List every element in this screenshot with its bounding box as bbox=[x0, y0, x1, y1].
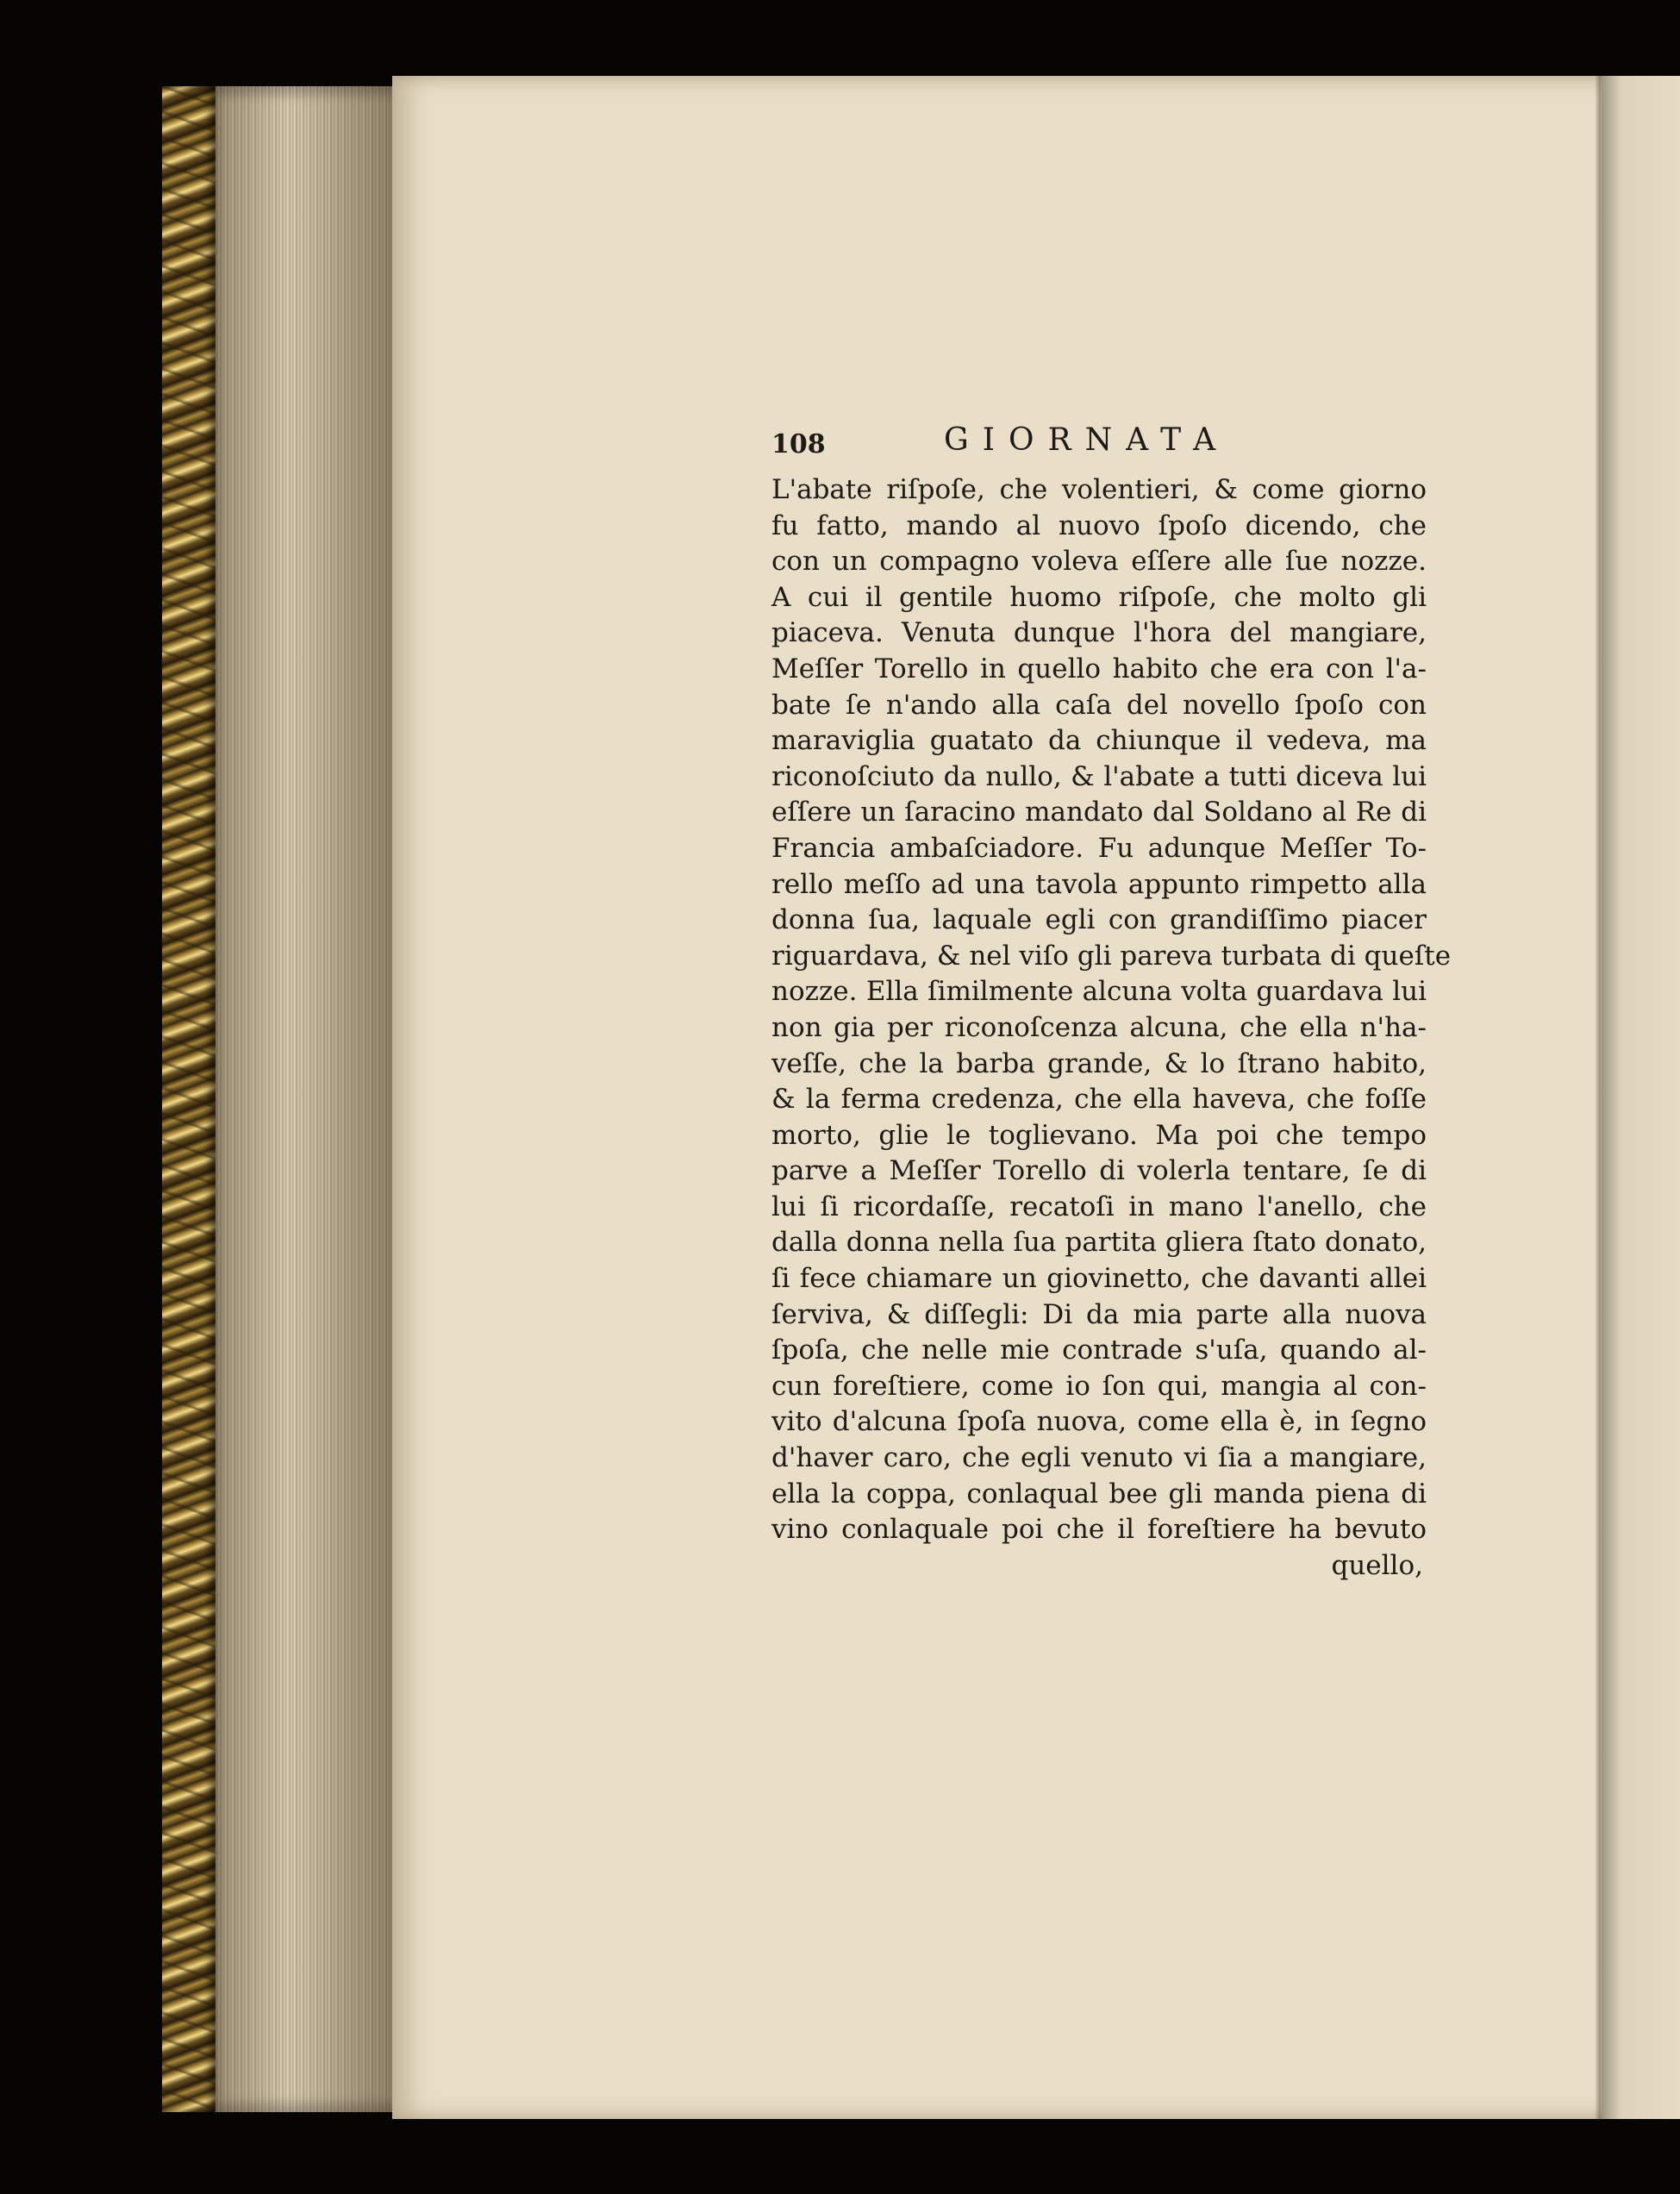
text-line: Meſſer Torello in quello habito che era con l'a- bbox=[771, 653, 1427, 684]
text-line: nozze. Ella ſimilmente alcuna volta guardava lui bbox=[771, 976, 1427, 1008]
page-number: 108 bbox=[771, 429, 826, 459]
text-line: & la ferma credenza, che ella haveva, che foſſe bbox=[771, 1084, 1427, 1116]
text-line: con un compagno voleva eſſere alle ſue nozze. bbox=[771, 546, 1427, 578]
text-line: dalla donna nella ſua partita gliera ſtato donato, bbox=[771, 1227, 1427, 1259]
text-line: lui ſi ricordaſſe, recatoſi in mano l'anello, che bbox=[771, 1191, 1427, 1222]
body-text bbox=[771, 472, 1452, 1548]
text-line: non gia per riconoſcenza alcuna, che ella n'ha- bbox=[771, 1011, 1427, 1043]
stacked-page-edges bbox=[215, 86, 397, 2112]
text-line: piaceva. Venuta dunque l'hora del mangiare, bbox=[771, 617, 1427, 649]
text-line: maraviglia guatato da chiunque il vedeva, ma bbox=[771, 725, 1427, 757]
text-line: vino conlaquale poi che il foreſtiere ha bevuto bbox=[771, 1514, 1427, 1546]
text-line: Francia ambaſciadore. Fu adunque Meſſer To- bbox=[771, 832, 1427, 864]
text-line: A cui il gentile huomo riſpoſe, che molto gli bbox=[771, 581, 1427, 613]
text-line: bate ſe n'ando alla caſa del novello ſpoſo con bbox=[771, 689, 1427, 721]
text-line: parve a Meſſer Torello di volerla tentare, ſe di bbox=[771, 1155, 1427, 1187]
text-line: vito d'alcuna ſpoſa nuova, come ella è, in ſegno bbox=[771, 1406, 1427, 1438]
text-line: fu fatto, mando al nuovo ſpoſo dicendo, che bbox=[771, 509, 1427, 541]
text-line: riconoſciuto da nullo, & l'abate a tutti diceva lui bbox=[771, 760, 1427, 792]
text-line: morto, glie le toglievano. Ma poi che tempo bbox=[771, 1119, 1427, 1151]
text-line: ella la coppa, conlaqual bee gli manda piena di bbox=[771, 1478, 1427, 1510]
text-line: riguardava, & nel viſo gli pareva turbata di queſte bbox=[771, 940, 1452, 972]
text-line: ſerviva, & diſſegli: Di da mia parte alla nuova bbox=[771, 1298, 1427, 1330]
gilt-page-edge bbox=[162, 86, 218, 2112]
text-line: eſſere un ſaracino mandato dal Soldano al Re di bbox=[771, 797, 1427, 828]
text-block bbox=[771, 422, 1452, 1584]
running-head bbox=[771, 422, 1427, 467]
text-line: d'haver caro, che egli venuto vi ſia a mangiare, bbox=[771, 1442, 1427, 1474]
text-line: veſſe, che la barba grande, & lo ſtrano habito, bbox=[771, 1047, 1427, 1079]
text-line: ſpoſa, che nelle mie contrade s'uſa, quando al- bbox=[771, 1335, 1427, 1366]
catchword: quello, bbox=[1331, 1549, 1423, 1581]
text-line: rello meſſo ad una tavola appunto rimpetto alla bbox=[771, 868, 1427, 900]
text-line: ſi fece chiamare un giovinetto, che davanti allei bbox=[771, 1263, 1427, 1295]
text-line: cun foreſtiere, come io ſon qui, mangia al con- bbox=[771, 1370, 1427, 1402]
text-line: donna ſua, laquale egli con grandiſſimo piacer bbox=[771, 904, 1427, 936]
page-edges-shading bbox=[215, 86, 397, 2112]
page-header-title: GIORNATA bbox=[944, 422, 1230, 458]
gilt-ornament-pattern bbox=[162, 86, 215, 2112]
facing-page-edge bbox=[1602, 76, 1680, 2119]
text-line: L'abate riſpoſe, che volentieri, & come giorno bbox=[771, 474, 1427, 505]
